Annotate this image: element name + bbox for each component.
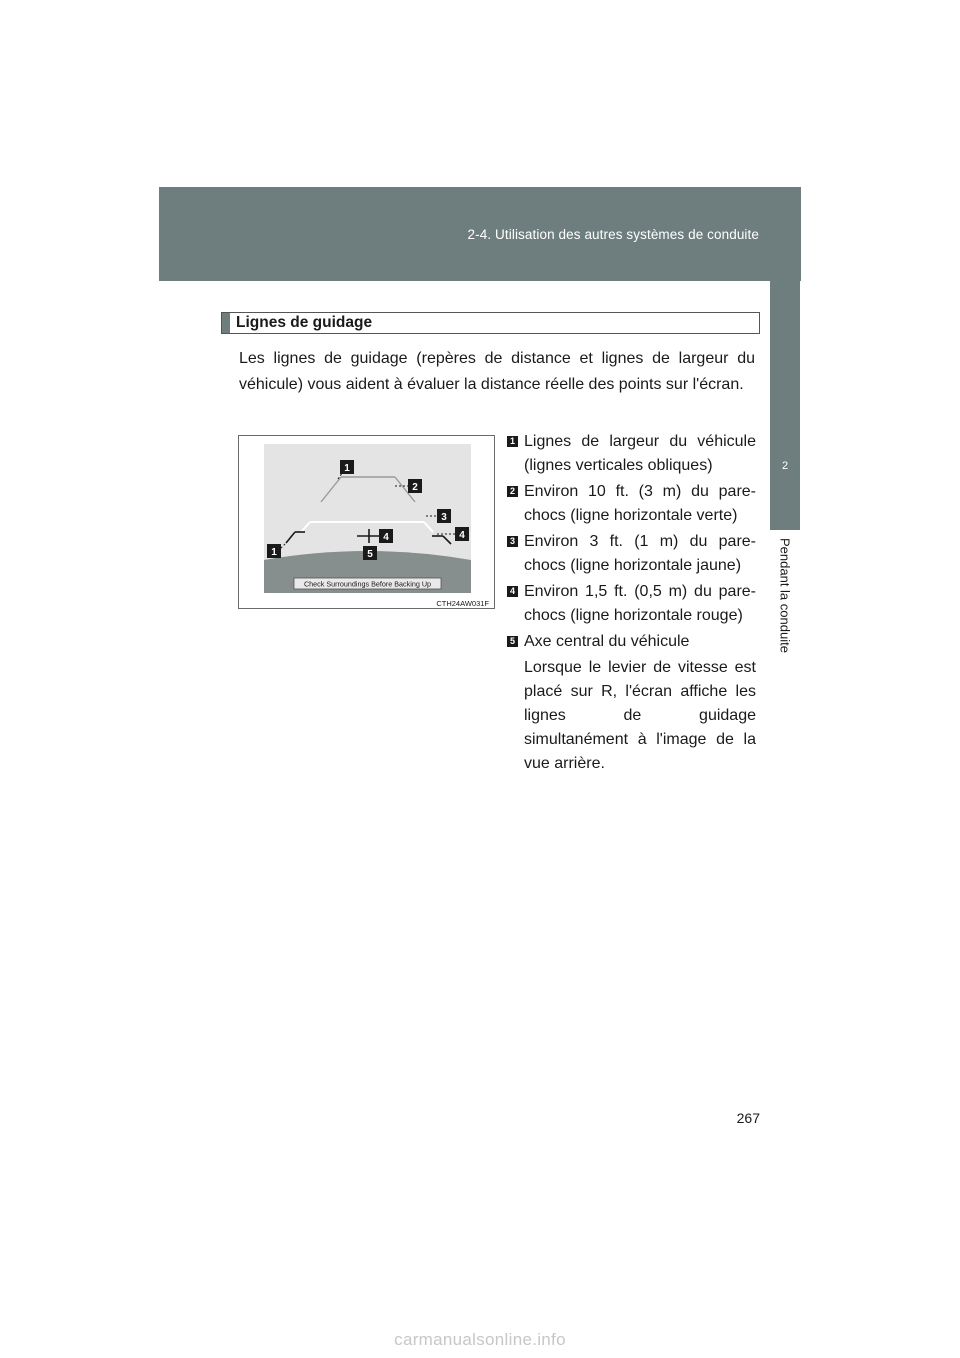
legend-item: [507, 430, 756, 478]
legend-text: Lignes de largeur du véhicule (lignes verticales obliques): [524, 433, 756, 474]
screen-banner-text: Check Surroundings Before Backing Up: [303, 579, 432, 589]
figure-code: CTH24AW031F: [436, 599, 489, 608]
figure-badge-1-bottom: [267, 544, 281, 558]
legend-text: Axe central du véhicule: [524, 633, 690, 650]
legend-text: Environ 10 ft. (3 m) du pare-chocs (ligne horizontale verte): [524, 483, 756, 524]
intro-paragraph: Les lignes de guidage (repères de distance et lignes de largeur du véhicule) vous aident à évaluer la distance réelle des points sur l'écran.: [239, 350, 755, 393]
page-number: 267: [736, 1110, 760, 1126]
section-heading-accent: [222, 313, 230, 333]
legend-badge: 5: [507, 636, 518, 647]
legend-list: [507, 430, 756, 776]
legend-badge: 1: [507, 436, 518, 447]
svg-text:4: 4: [383, 532, 389, 543]
figure-badge-4-right: [455, 527, 469, 541]
watermark: carmanualsonline.info: [394, 1330, 566, 1349]
legend-text: Environ 1,5 ft. (0,5 m) du pare-chocs (ligne horizontale rouge): [524, 583, 756, 624]
figure-badge-4-center: [379, 529, 393, 543]
chapter-number: 2: [781, 460, 789, 472]
figure-badge-2: [408, 479, 422, 493]
chapter-label: [776, 538, 794, 678]
svg-text:3: 3: [441, 512, 447, 523]
figure-badge-1-top: [340, 460, 354, 474]
legend-item: [507, 480, 756, 528]
legend-note: Lorsque le levier de vitesse est placé sur R, l'écran affiche les lignes de guidage simultanément à l'image de la vue arrière.: [524, 659, 756, 772]
legend-badge: 4: [507, 586, 518, 597]
section-heading: [221, 312, 760, 334]
legend-badge: 3: [507, 536, 518, 547]
figure-badge-3: [437, 509, 451, 523]
svg-text:4: 4: [459, 530, 465, 541]
legend-item: [507, 630, 756, 654]
chapter-label-text: Pendant la conduite: [777, 538, 793, 653]
legend-item: [507, 580, 756, 628]
legend-badge: 2: [507, 486, 518, 497]
section-heading-text: Lignes de guidage: [236, 314, 373, 331]
header-bar: [159, 187, 801, 281]
legend-text: Environ 3 ft. (1 m) du pare-chocs (ligne horizontale jaune): [524, 533, 756, 574]
figure-badge-5: [363, 546, 377, 560]
rear-view-screen-illustration: [239, 436, 496, 610]
svg-text:2: 2: [412, 482, 418, 493]
svg-text:1: 1: [344, 463, 350, 474]
svg-text:5: 5: [367, 549, 373, 560]
guide-lines-figure: [238, 435, 495, 609]
header-title: 2-4. Utilisation des autres systèmes de conduite: [467, 227, 759, 242]
legend-item: [507, 530, 756, 578]
chapter-tab: [770, 265, 800, 530]
svg-text:1: 1: [271, 547, 277, 558]
